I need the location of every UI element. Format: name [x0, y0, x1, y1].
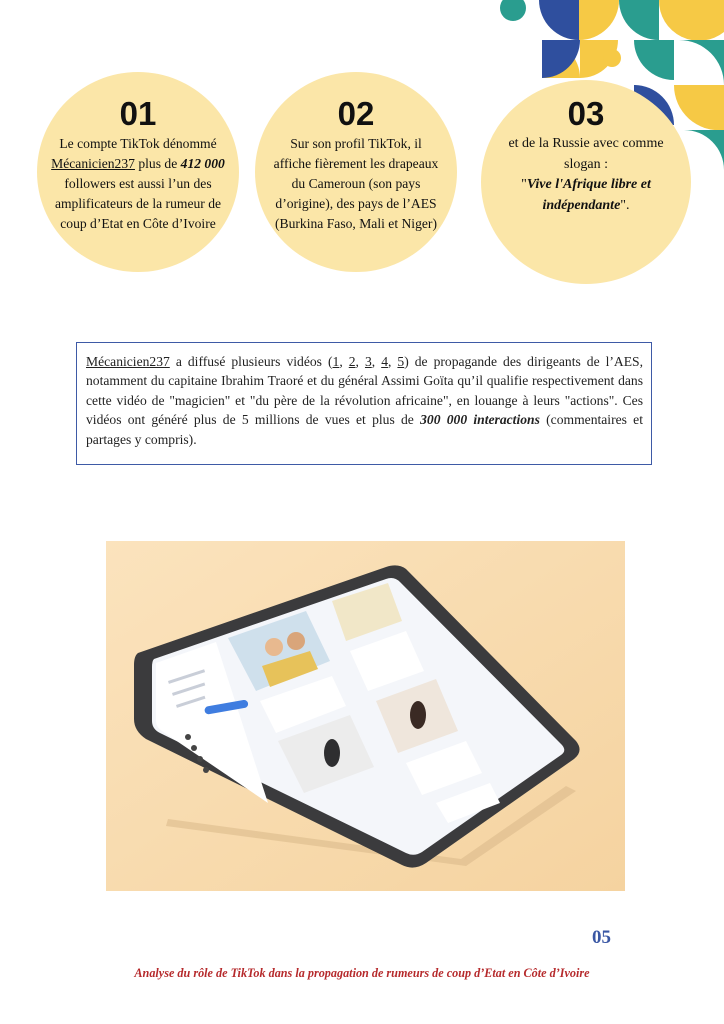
quote-mark: ". — [620, 197, 630, 213]
followers-count: 412 000 — [180, 156, 225, 171]
video-link-4[interactable]: 4 — [381, 354, 388, 369]
tablet-photo — [106, 541, 625, 891]
tablet-illustration — [106, 541, 625, 891]
info-circle-2 — [255, 72, 457, 272]
page-number: 05 — [592, 927, 611, 948]
video-link-3[interactable]: 3 — [364, 354, 372, 369]
quote-mark: " — [521, 177, 527, 192]
summary-text: ) de propagande des dirigeants de l’AES, notamment du capitaine Ibrahim Traoré et du général Assimi Goïta qu’il qualifie respectivement dans cette vidéo de "magicien" et "du père de la révolution africaine", en louange à leurs "actions". Ces vidéos ont généré plus de 5 millions de vues et plus de — [86, 354, 644, 428]
card-text-part: plus de — [134, 156, 181, 171]
separator: , — [387, 354, 398, 369]
card-text: Sur son profil TikTok, il affiche fièrement les drapeaux du Cameroun (son pays d’origine), des pays de l’AES (Burkina Faso, Mali et Niger) — [273, 136, 439, 231]
card-text-part: followers est aussi l’un des amplificateurs de la rumeur de coup d’Etat en Côte d’Ivoire — [54, 176, 222, 231]
info-circle-1 — [37, 72, 239, 272]
separator: , — [339, 354, 349, 369]
info-circle-3 — [481, 80, 691, 284]
card-text-part: Le compte TikTok dénommé — [59, 136, 217, 151]
summary-text: a diffusé plusieurs vidéos ( — [169, 354, 333, 369]
card-text — [499, 134, 673, 216]
card-text — [51, 134, 225, 234]
video-link-5[interactable]: 5 — [397, 354, 405, 369]
card-number: 03 — [567, 95, 605, 132]
account-link[interactable]: Mécanicien237 — [51, 156, 135, 171]
card-number: 01 — [119, 95, 157, 132]
card-text-part: et de la Russie avec comme slogan : — [508, 136, 664, 172]
slogan-text: Vive l'Afrique libre et indépendante — [526, 177, 651, 213]
interactions-count: 300 000 interactions — [420, 412, 540, 428]
video-link-1[interactable]: 1 — [332, 354, 340, 369]
separator: , — [371, 354, 382, 369]
summary-text: (commentaires et partages y compris). — [86, 412, 643, 447]
separator: , — [355, 354, 365, 369]
account-link[interactable]: Mécanicien237 — [86, 354, 170, 369]
summary-box — [76, 342, 652, 465]
footer-text: Analyse du rôle de TikTok dans la propagation de rumeurs de coup d’Etat en Côte d’Ivoire — [134, 966, 590, 980]
card-number: 02 — [337, 95, 375, 132]
video-link-2[interactable]: 2 — [348, 354, 356, 369]
